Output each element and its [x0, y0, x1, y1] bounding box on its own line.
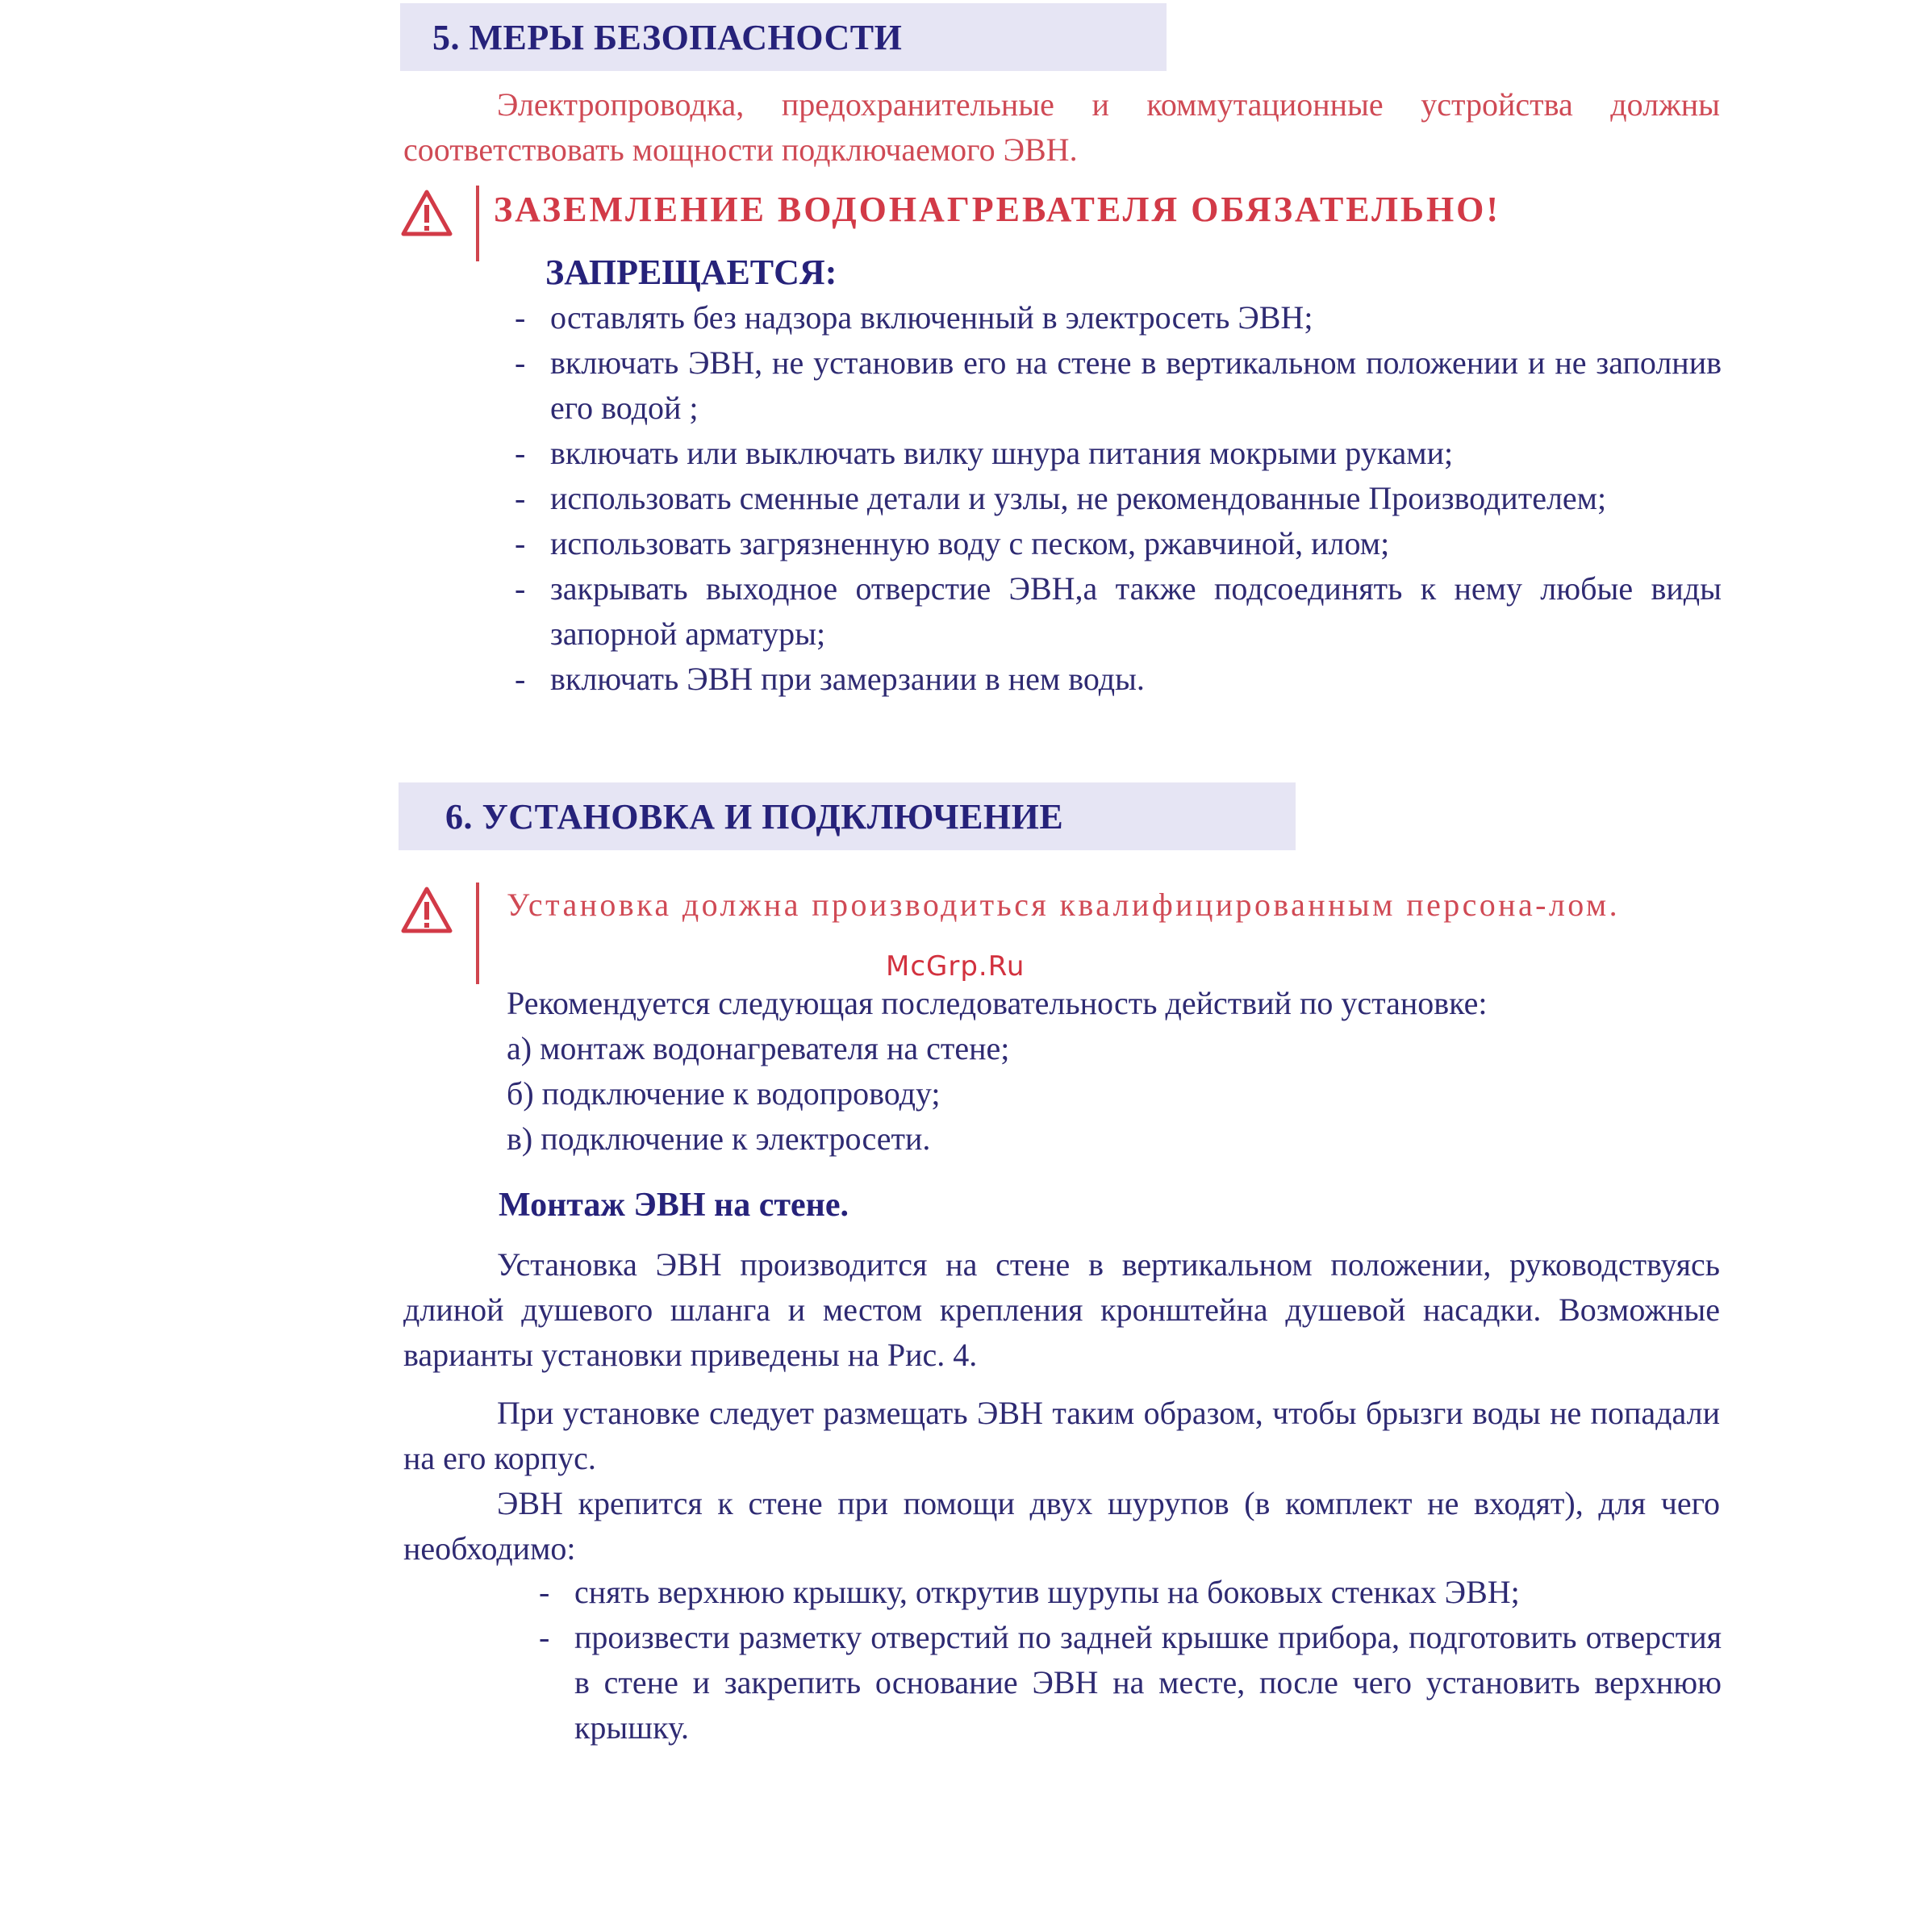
section-5-intro: Электропроводка, предохранительные и коммутационные устройства должны соответствовать мощности подключаемого ЭВН.	[403, 86, 1720, 168]
warning-divider	[476, 883, 479, 984]
warning-triangle-icon	[400, 886, 453, 938]
list-item: - использовать загрязненную воду с песком, ржавчиной, илом;	[515, 525, 1390, 561]
list-item: - использовать сменные детали и узлы, не рекомендованные Производителем;	[515, 480, 1607, 516]
prohibited-heading: ЗАПРЕЩАЕТСЯ:	[545, 252, 837, 292]
warning-divider	[476, 186, 479, 261]
list-item: в) подключение к электросети.	[507, 1120, 931, 1157]
mount-steps-list	[539, 1570, 1722, 1750]
list-item: - оставлять без надзора включенный в электросеть ЭВН;	[515, 299, 1313, 336]
mount-paragraph-2: При установке следует размещать ЭВН таким образом, чтобы брызги воды не попадали на его корпус.	[403, 1395, 1720, 1476]
section-5-header	[400, 3, 1167, 71]
warning-triangle-icon	[400, 189, 453, 241]
list-item: - включать ЭВН при замерзании в нем воды.	[515, 661, 1145, 697]
list-item: - снять верхнюю крышку, открутив шурупы на боковых стенках ЭВН;	[539, 1574, 1520, 1610]
mount-paragraph-1: Установка ЭВН производится на стене в вертикальном положении, руководствуясь длиной душевого шланга и местом крепления кронштейна душевой насадки. Возможные варианты установки приведены на Рис. 4.	[403, 1246, 1720, 1373]
installation-warning: Установка должна производиться квалифицированным персона-лом.	[507, 887, 1620, 923]
list-item: а) монтаж водонагревателя на стене;	[507, 1030, 1010, 1066]
list-item: - закрывать выходное отверстие ЭВН,а также подсоединять к нему любые виды запорной арматуры;	[515, 570, 1722, 652]
mount-heading: Монтаж ЭВН на стене.	[499, 1187, 849, 1224]
mount-paragraph-3: ЭВН крепится к стене при помощи двух шурупов (в комплект не входят), для чего необходимо:	[403, 1485, 1720, 1567]
grounding-warning: ЗАЗЕМЛЕНИЕ ВОДОНАГРЕВАТЕЛЯ ОБЯЗАТЕЛЬНО!	[494, 190, 1501, 229]
list-item: - включать ЭВН, не установив его на стене в вертикальном положении и не заполнив его водой ;	[515, 344, 1722, 426]
watermark: McGrp.Ru	[886, 950, 1025, 983]
prohibited-list	[515, 295, 1722, 702]
installation-sequence	[507, 981, 1717, 1162]
section-6-header	[399, 782, 1296, 850]
section-6-title: 6. УСТАНОВКА И ПОДКЛЮЧЕНИЕ	[445, 796, 1064, 837]
list-item: - включать или выключать вилку шнура питания мокрыми руками;	[515, 435, 1454, 471]
list-item: - произвести разметку отверстий по задней крышке прибора, подготовить отверстия в стене и закрепить основание ЭВН на месте, после чего установить верхнюю крышку.	[539, 1619, 1722, 1746]
list-item: б) подключение к водопроводу;	[507, 1075, 941, 1112]
sequence-intro: Рекомендуется следующая последовательность действий по установке:	[507, 985, 1488, 1021]
section-5-title: 5. МЕРЫ БЕЗОПАСНОСТИ	[432, 17, 903, 57]
